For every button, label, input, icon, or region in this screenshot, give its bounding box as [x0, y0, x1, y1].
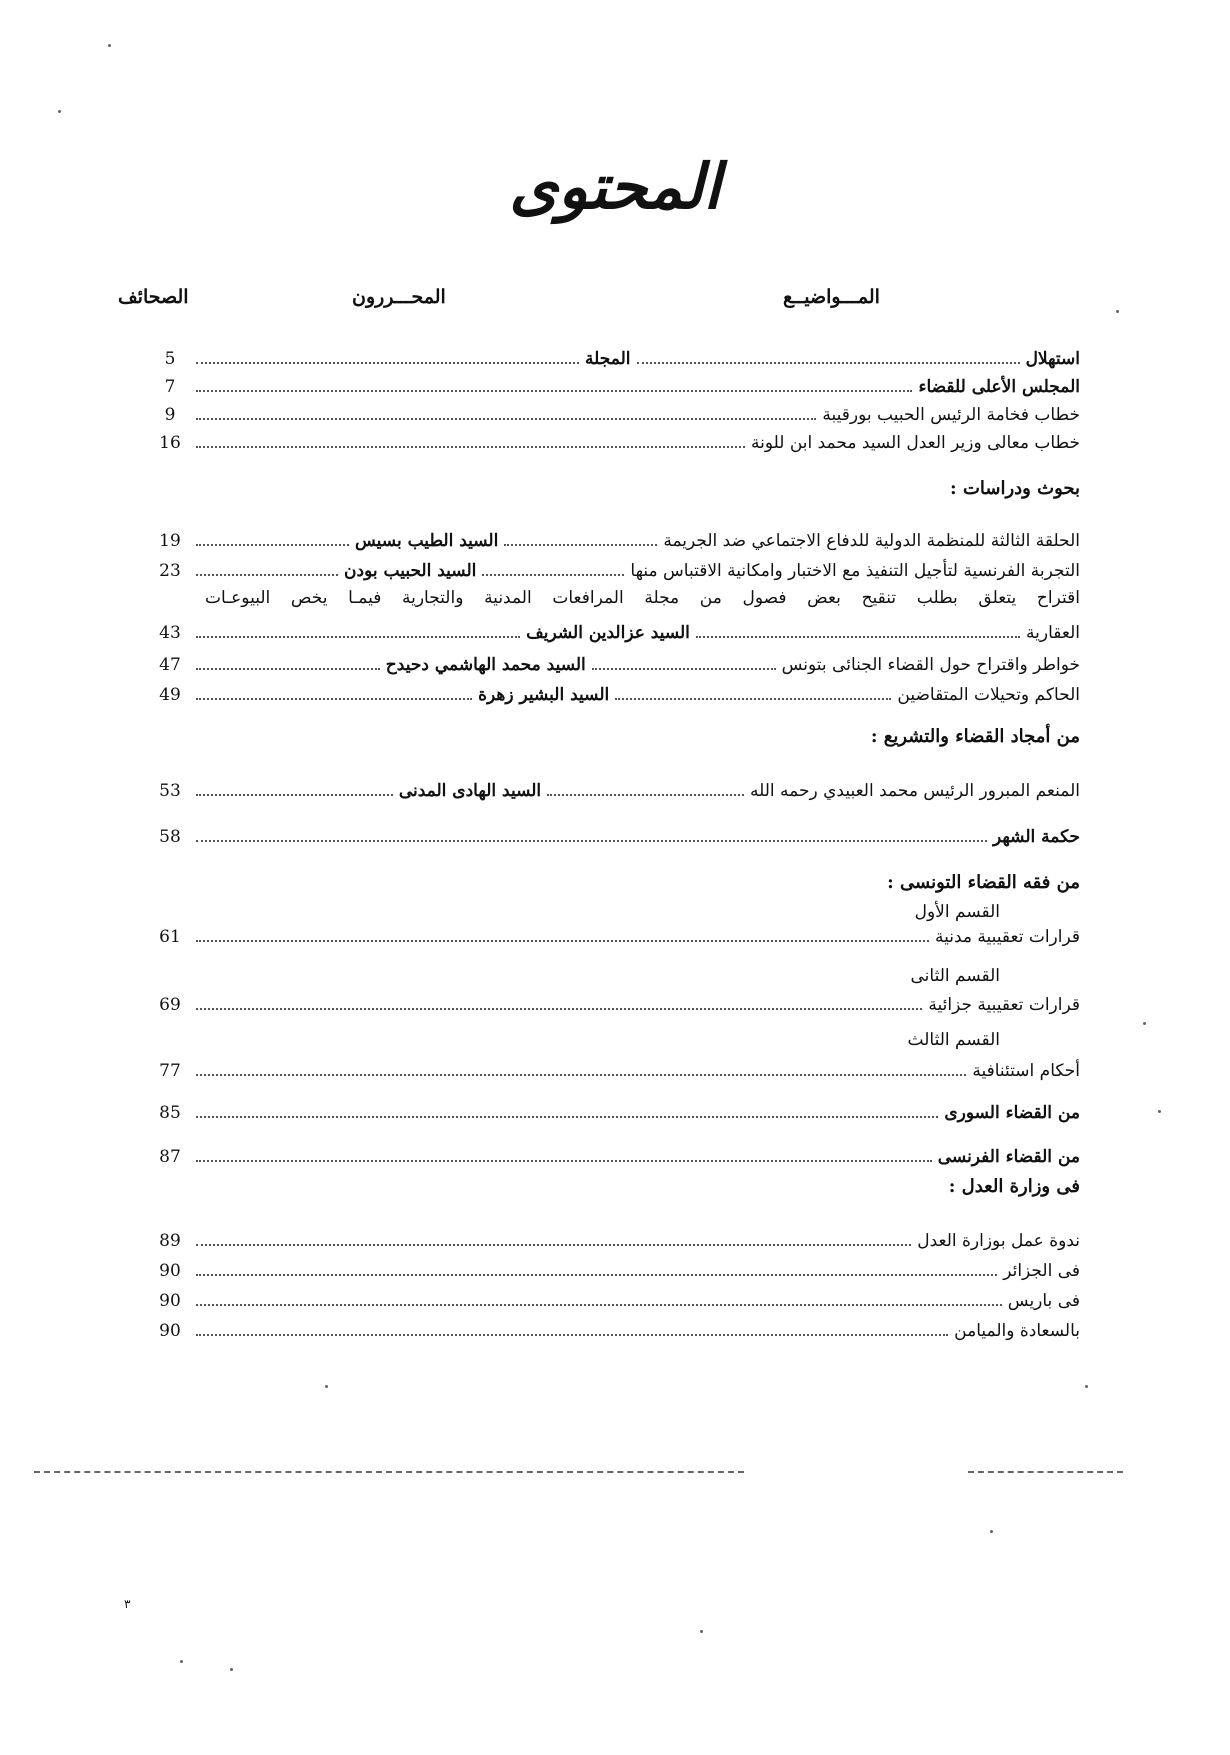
dot-leader [196, 1244, 911, 1246]
dot-leader [196, 1334, 948, 1336]
section-heading: من فقه القضاء التونسى : [887, 872, 1080, 893]
header-editors: المحـــررون [352, 286, 446, 308]
speck [230, 1668, 233, 1671]
section-heading: فى وزارة العدل : [948, 1176, 1080, 1197]
toc-entry-page: 58 [159, 827, 181, 847]
toc-row [150, 916, 1080, 948]
toc-entry-title: فى باريس [1007, 1291, 1080, 1311]
toc-entry-author: السيد الطيب بسيس [355, 531, 499, 551]
speck [1085, 1385, 1088, 1388]
header-pages: الصحائف [118, 286, 189, 308]
toc-entry-title: خطاب فخامة الرئيس الحبيب بورقيبة [822, 405, 1080, 425]
toc-entry-title: من القضاء السورى [944, 1103, 1080, 1123]
toc-entry-page: 5 [164, 349, 176, 369]
dot-leader [196, 446, 745, 448]
toc-entry-title: من القضاء الفرنسى [937, 1147, 1080, 1167]
dot-leader [196, 1304, 1002, 1306]
toc-entry-page: 69 [159, 995, 181, 1015]
toc-entry-title: خواطر واقتراح حول القضاء الجنائى بتونس [781, 655, 1080, 675]
toc-entry-title: قرارات تعقيبية جزائية [928, 995, 1080, 1015]
divider-right [968, 1471, 1123, 1473]
toc-entry-title: أحكام استئنافية [972, 1061, 1080, 1081]
dot-leader [196, 794, 393, 796]
speck [58, 110, 61, 113]
toc-entry-page: 49 [159, 685, 181, 705]
toc-entry-author: السيد البشير زهرة [478, 685, 610, 705]
toc-row [150, 674, 1080, 706]
toc-entry-page: 89 [159, 1231, 181, 1251]
toc-entry-author: المجلة [585, 349, 631, 369]
dot-leader [196, 668, 380, 670]
toc-row [150, 1050, 1080, 1082]
toc-entry-title: بالسعادة والميامن [954, 1321, 1080, 1341]
toc-entry-page: 7 [164, 377, 176, 397]
toc-entry-page: 87 [159, 1147, 181, 1167]
speck [1116, 310, 1119, 313]
toc-entry-page: 90 [159, 1291, 181, 1311]
dot-leader [196, 1274, 997, 1276]
toc-entry-title: قرارات تعقيبية مدنية [934, 927, 1080, 947]
toc-entry-page: 90 [159, 1261, 181, 1281]
dot-leader [196, 418, 816, 420]
toc-row [150, 612, 1080, 644]
section-heading: بحوث ودراسات : [950, 478, 1080, 499]
page-number: ٣ [124, 1597, 131, 1611]
toc-entry-page: 16 [159, 433, 181, 453]
toc-entry-author: السيد محمد الهاشمي دحيدح [385, 655, 586, 675]
toc-entry-title: الحلقة الثالثة للمنظمة الدولية للدفاع الاجتماعي ضد الجريمة [663, 531, 1080, 551]
toc-entry-author: السيد الهادى المدنى [398, 781, 542, 801]
speck [325, 1385, 328, 1388]
toc-row [150, 550, 1080, 582]
toc-entry-page: 61 [159, 927, 181, 947]
toc-entry-author: السيد الحبيب بودن [344, 561, 477, 581]
toc-row [150, 520, 1080, 552]
toc-row [150, 770, 1080, 802]
speck [990, 1530, 993, 1533]
toc-entry-title: فى الجزائر [1003, 1261, 1080, 1281]
dot-leader [196, 1008, 922, 1010]
toc-entry-title: خطاب معالى وزير العدل السيد محمد ابن للونة [751, 433, 1080, 453]
toc-entry-page: 77 [159, 1061, 181, 1081]
toc-row [150, 1092, 1080, 1124]
toc-entry-title: المنعم المبرور الرئيس محمد العبيدي رحمه الله [749, 781, 1080, 801]
toc-entry-page: 85 [159, 1103, 181, 1123]
dot-leader [547, 794, 744, 796]
toc-row [150, 1280, 1080, 1312]
dot-leader [196, 1074, 966, 1076]
header-topics: المـــواضيــع [783, 286, 880, 308]
dot-leader [196, 544, 349, 546]
dot-leader [196, 390, 912, 392]
toc-entry-title: الحاكم وتحيلات المتقاضين [897, 685, 1080, 705]
subheading: القسم الثانى [910, 966, 1000, 986]
toc-entry-title: المجلس الأعلى للقضاء [918, 377, 1080, 397]
toc-row [150, 644, 1080, 676]
toc-entry-continued: اقتراح يتعلق بطلب تنقيح بعض فصول من مجلة المرافعات المدنية والتجارية فيمـا يخص البيوعـات [205, 588, 1080, 608]
dot-leader [196, 574, 338, 576]
page-title: المحتوى [509, 150, 721, 223]
dot-leader [615, 698, 891, 700]
toc-entry-title: العقارية [1026, 623, 1080, 643]
toc-row [150, 1220, 1080, 1252]
dot-leader [196, 840, 987, 842]
toc-entry-page: 90 [159, 1321, 181, 1341]
dot-leader [196, 636, 520, 638]
section-heading: من أمجاد القضاء والتشريع : [870, 726, 1080, 747]
dot-leader [196, 1116, 938, 1118]
toc-entry-author: السيد عزالدين الشريف [526, 623, 690, 643]
dot-leader [196, 698, 472, 700]
toc-row [150, 1310, 1080, 1342]
dot-leader [196, 940, 929, 942]
speck [1143, 1022, 1146, 1025]
toc-entry-title: التجربة الفرنسية لتأجيل التنفيذ مع الاختبار وامكانية الاقتباس منها [630, 561, 1080, 581]
toc-entry-page: 23 [159, 561, 181, 581]
toc-entry-title: حكمة الشهر [992, 827, 1080, 847]
divider-left [34, 1471, 744, 1473]
dot-leader [196, 1160, 932, 1162]
toc-row [150, 422, 1080, 454]
toc-entry-title: استهلال [1025, 349, 1080, 369]
dot-leader [637, 362, 1020, 364]
toc-row [150, 1250, 1080, 1282]
toc-row [150, 984, 1080, 1016]
dot-leader [196, 362, 579, 364]
toc-entry-page: 9 [164, 405, 176, 425]
speck [180, 1660, 183, 1663]
dot-leader [592, 668, 776, 670]
toc-entry-title: ندوة عمل بوزارة العدل [917, 1231, 1080, 1251]
dot-leader [482, 574, 624, 576]
toc-entry-page: 53 [159, 781, 181, 801]
toc-entry-page: 19 [159, 531, 181, 551]
toc-row [150, 816, 1080, 848]
speck [108, 44, 111, 47]
toc-entry-page: 43 [159, 623, 181, 643]
toc-row [150, 1136, 1080, 1168]
dot-leader [696, 636, 1020, 638]
speck [1158, 1110, 1161, 1113]
toc-entry-page: 47 [159, 655, 181, 675]
subheading: القسم الثالث [907, 1030, 1000, 1050]
subheading: القسم الأول [914, 902, 1000, 922]
dot-leader [504, 544, 657, 546]
speck [700, 1630, 703, 1633]
